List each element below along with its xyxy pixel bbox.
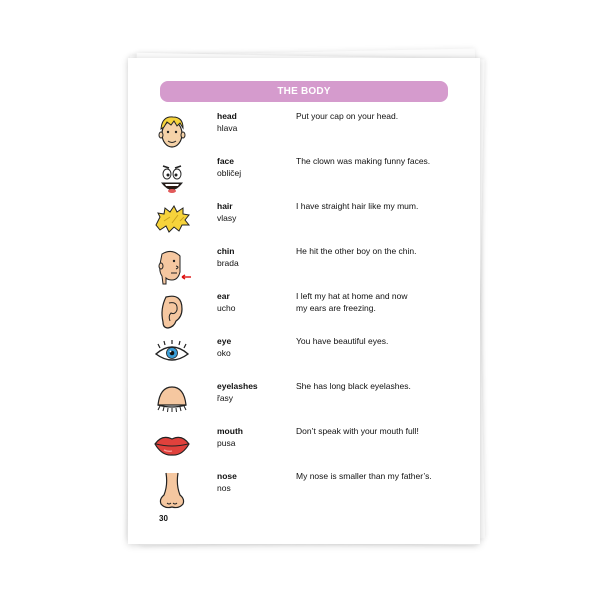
head-icon — [152, 111, 192, 153]
example-sentence — [296, 111, 456, 123]
sentence-line: He hit the other boy on the chin. — [296, 246, 417, 256]
sentence-line: Don’t speak with your mouth full! — [296, 426, 419, 436]
english-word: face — [217, 156, 235, 166]
example-sentence — [296, 336, 456, 348]
mouth-icon — [152, 426, 192, 468]
english-word: head — [217, 111, 237, 121]
word-block — [217, 336, 231, 359]
english-word: chin — [217, 246, 235, 256]
czech-translation: ucho — [217, 302, 236, 313]
vocab-row-chin — [128, 246, 480, 291]
czech-translation: oko — [217, 347, 231, 358]
czech-translation: nos — [217, 482, 231, 493]
workbook-page — [128, 58, 480, 544]
example-sentence — [296, 381, 456, 393]
czech-translation: řasy — [217, 392, 234, 403]
page-number: 30 — [159, 514, 168, 523]
eyelashes-icon — [152, 381, 192, 423]
word-block — [217, 471, 237, 494]
eye-icon — [152, 336, 192, 378]
english-word: eye — [217, 336, 232, 346]
example-sentence — [296, 246, 456, 258]
sentence-line: Put your cap on your head. — [296, 111, 399, 121]
sentence-line: She has long black eyelashes. — [296, 381, 411, 391]
sentence-line: my ears are freezing. — [296, 302, 376, 313]
example-sentence — [296, 471, 456, 483]
sentence-line: I left my hat at home and now — [296, 291, 408, 301]
english-word: ear — [217, 291, 230, 301]
word-block — [217, 426, 243, 449]
word-block — [217, 111, 237, 134]
ear-icon — [152, 291, 192, 333]
vocab-row-nose — [128, 471, 480, 516]
sentence-line: My nose is smaller than my father’s. — [296, 471, 432, 481]
sentence-line: You have beautiful eyes. — [296, 336, 389, 346]
word-block — [217, 156, 241, 179]
czech-translation: vlasy — [217, 212, 237, 223]
vocab-row-hair — [128, 201, 480, 246]
english-word: hair — [217, 201, 233, 211]
example-sentence — [296, 291, 456, 314]
czech-translation: pusa — [217, 437, 236, 448]
english-word: eyelashes — [217, 381, 258, 391]
page-title: THE BODY — [160, 81, 448, 102]
czech-translation: obličej — [217, 167, 242, 178]
example-sentence — [296, 201, 456, 213]
vocab-row-face — [128, 156, 480, 201]
czech-translation: brada — [217, 257, 239, 268]
example-sentence — [296, 156, 456, 168]
czech-translation: hlava — [217, 122, 238, 133]
vocab-row-ear — [128, 291, 480, 336]
nose-icon — [152, 471, 192, 513]
word-block — [217, 246, 239, 269]
word-block — [217, 291, 235, 314]
vocab-row-eye — [128, 336, 480, 381]
english-word: mouth — [217, 426, 243, 436]
hair-icon — [152, 201, 192, 243]
word-block — [217, 201, 236, 224]
chin-icon — [152, 246, 192, 288]
vocab-row-mouth — [128, 426, 480, 471]
vocab-row-eyelashes — [128, 381, 480, 426]
word-block — [217, 381, 258, 404]
vocab-row-head — [128, 111, 480, 156]
example-sentence — [296, 426, 456, 438]
sentence-line: The clown was making funny faces. — [296, 156, 431, 166]
english-word: nose — [217, 471, 237, 481]
sentence-line: I have straight hair like my mum. — [296, 201, 419, 211]
face-icon — [152, 156, 192, 198]
